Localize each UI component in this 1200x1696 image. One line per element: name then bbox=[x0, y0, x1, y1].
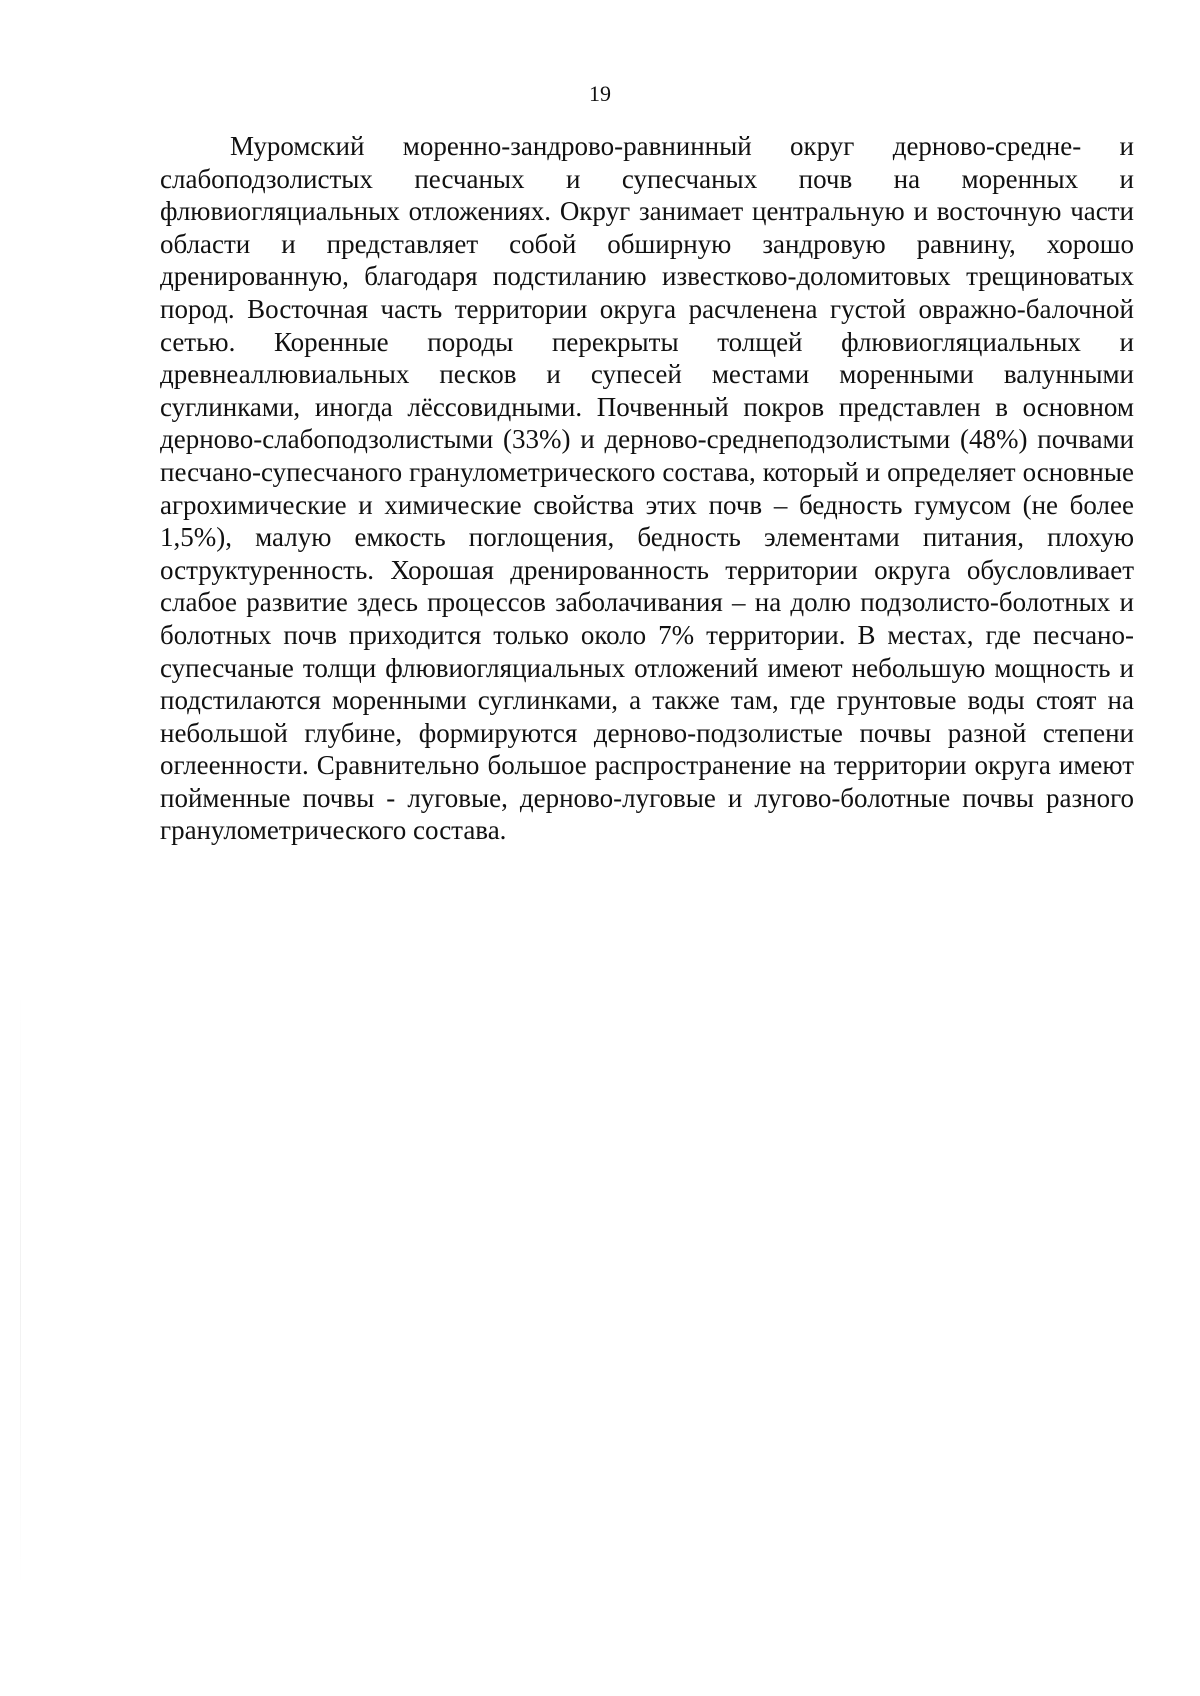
scan-edge-mark bbox=[20, 990, 21, 1590]
page-number: 19 bbox=[589, 81, 611, 106]
body-paragraph: Муромский моренно-зандрово-равнинный округ дерново-средне- и слабоподзолистых песчаных и супесчаных почв на моренных и флювиогляциальных отложениях. Округ занимает центральную и восточную части области и представляет собой обширную зандровую равнину, хорошо дренированную, благодаря подстиланию известково-доломитовых трещиноватых пород. Восточная часть территории округа расчленена густой овражно-балочной сетью. Коренные породы перекрыты толщей флювиогляциальных и древнеаллювиальных песков и супесей местами моренными валунными суглинками, иногда лёссовидными. Почвенный покров представлен в основном дерново-слабоподзолистыми (33%) и дерново-среднеподзолистыми (48%) почвами песчано-супесчаного гранулометрического состава, который и определяет основные агрохимические и химические свойства этих почв – бедность гумусом (не более 1,5%), малую емкость поглощения, бедность элементами питания, плохую оструктуренность. Хорошая дренированность территории округа обусловливает слабое развитие здесь процессов заболачивания – на долю подзолисто-болотных и болотных почв приходится только около 7% территории. В местах, где песчано-супесчаные толщи флювиогляциальных отложений имеют небольшую мощность и подстилаются моренными суглинками, а также там, где грунтовые воды стоят на небольшой глубине, формируются дерново-подзолистые почвы разной степени оглеенности. Сравнительно большое распространение на территории округа имеют пойменные почвы - луговые, дерново-луговые и лугово-болотные почвы разного гранулометрического состава. bbox=[160, 131, 1134, 846]
